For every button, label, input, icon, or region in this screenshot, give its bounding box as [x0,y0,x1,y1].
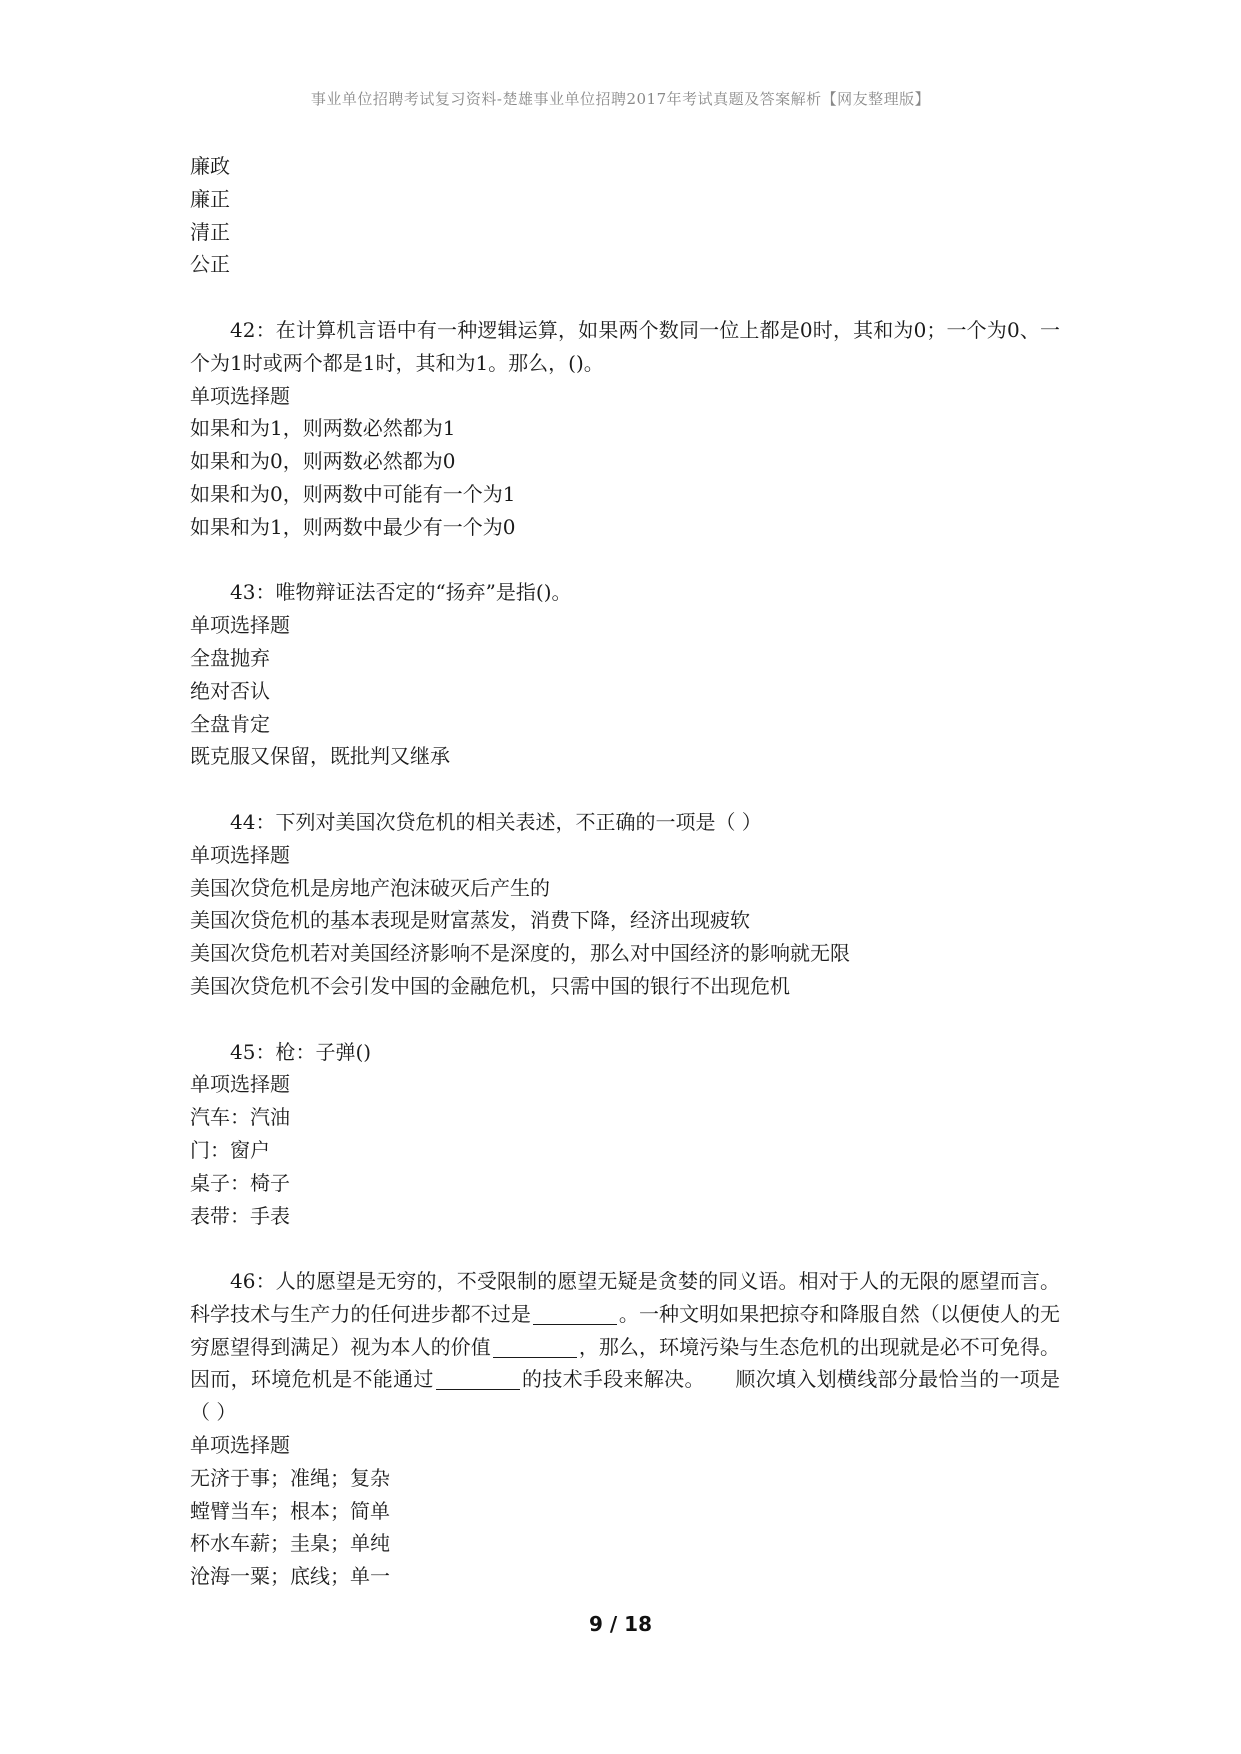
page-header: 事业单位招聘考试复习资料-楚雄事业单位招聘2017年考试真题及答案解析【网友整理版】 [310,90,931,108]
question-42 [190,314,1060,544]
option-a: 美国次贷危机是房地产泡沫破灭后产生的 [190,875,550,900]
page-number: 9 / 18 [589,1612,652,1636]
stem-part-1: 46：人的愿望是无穷的，不受限制的愿望无疑是贪婪的同义语。相对于人的无限的愿望而言。科学技术与生产力的任何进步都不过是 [190,1269,1060,1326]
option-d: 公正 [190,252,230,277]
question-type: 单项选择题 [190,613,290,638]
question-type: 单项选择题 [190,1072,290,1097]
stem-part-3: ，那么，环境污染与生态危机的出现就是必不可免得。因而，环境危机是不能通过 [190,1334,1061,1392]
question-43 [190,576,1060,773]
option-c: 全盘肯定 [190,711,270,736]
question-stem: 42：在计算机言语中有一种逻辑运算，如果两个数同一位上都是0时，其和为0；一个为0、一个为1时或两个都是1时，其和为1。那么，()。 [190,317,1060,375]
question-stem [190,1265,1060,1429]
stem-part-2: 。一种文明如果把掠夺和降服自然（以便使人的无穷愿望得到满足）视为本人的价值 [190,1301,1061,1359]
option-d: 美国次贷危机不会引发中国的金融危机，只需中国的银行不出现危机 [190,973,790,998]
option-b: 美国次贷危机的基本表现是财富蒸发，消费下降，经济出现疲软 [190,908,750,933]
option-b: 绝对否认 [190,678,270,703]
previous-question-options [190,150,1060,281]
option-b: 如果和为0，则两数必然都为0 [190,449,456,474]
option-c: 杯水车薪；圭臬；单纯 [190,1531,390,1556]
option-b: 门：窗户 [190,1137,270,1162]
option-d: 既克服又保留，既批判又继承 [190,744,450,769]
option-d: 沧海一粟；底线；单一 [190,1564,390,1589]
blank-3 [436,1369,520,1390]
option-c: 桌子：椅子 [190,1170,290,1195]
question-type: 单项选择题 [190,1433,290,1458]
option-a: 廉政 [190,154,230,178]
stem-part-4: 的技术手段来解决。 顺次填入划横线部分最恰当的一项是（ ） [190,1367,1061,1425]
blank-1 [533,1304,617,1325]
question-44 [190,806,1060,1003]
question-46 [190,1265,1060,1593]
question-type: 单项选择题 [190,383,290,408]
option-b: 廉正 [190,186,230,211]
question-stem: 44：下列对美国次贷危机的相关表述，不正确的一项是（ ） [230,809,762,834]
question-stem: 43：唯物辩证法否定的“扬弃”是指()。 [230,580,572,605]
option-d: 表带：手表 [190,1203,290,1228]
option-c: 如果和为0，则两数中可能有一个为1 [190,481,516,506]
option-a: 汽车：汽油 [190,1105,290,1130]
question-stem: 45：枪：子弹() [230,1039,372,1064]
option-c: 美国次贷危机若对美国经济影响不是深度的，那么对中国经济的影响就无限 [190,941,850,966]
document-body [190,150,1060,1593]
blank-2 [493,1337,577,1358]
option-b: 螳臂当车；根本；简单 [190,1498,390,1523]
option-d: 如果和为1，则两数中最少有一个为0 [190,514,516,539]
option-c: 清正 [190,219,230,244]
option-a: 如果和为1，则两数必然都为1 [190,416,456,441]
option-a: 全盘抛弃 [190,645,270,670]
option-a: 无济于事；准绳；复杂 [190,1465,390,1490]
question-45 [190,1036,1060,1233]
question-type: 单项选择题 [190,842,290,867]
